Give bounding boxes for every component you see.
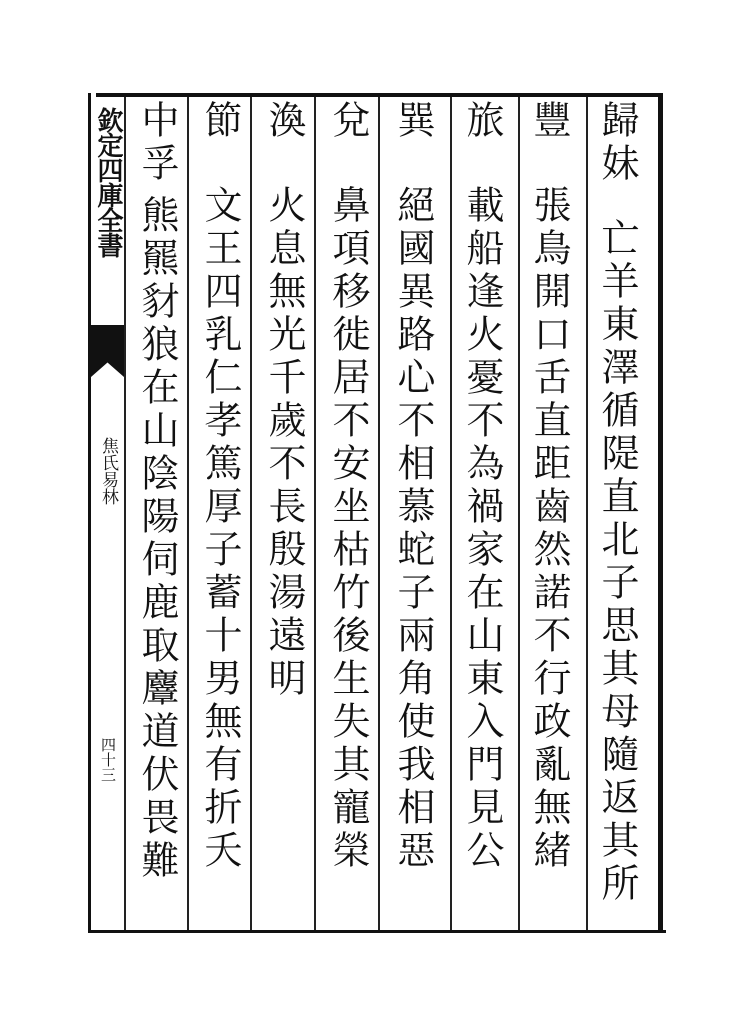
hexagram-name: 豐 — [527, 100, 571, 143]
column-divider — [314, 97, 316, 930]
verse-text: 亡羊東澤循隄直北子思其母隨返其所 — [595, 218, 639, 906]
book-series-title: 欽定四庫全書 — [93, 107, 123, 257]
hexagram-name: 旅 — [460, 100, 504, 143]
column-divider — [586, 97, 588, 930]
hexagram-name: 節 — [198, 100, 242, 143]
column-divider — [250, 97, 252, 930]
verse-text: 絕國異路心不相慕蛇子兩角使我相惡 — [391, 185, 435, 873]
verse-text: 鼻項移徙居不安坐枯竹後生失其寵榮 — [326, 185, 370, 873]
column-divider — [450, 97, 452, 930]
center-column — [91, 97, 124, 930]
frame-right-border — [658, 93, 663, 933]
hexagram-name: 兌 — [326, 100, 370, 143]
column-divider — [187, 97, 189, 930]
verse-text: 載船逢火憂不為禍家在山東入門見公 — [460, 185, 504, 873]
column-divider — [124, 97, 126, 930]
frame-bottom-border — [88, 930, 666, 933]
verse-text: 張鳥開口舌直距齒然諾不行政亂無緒 — [527, 185, 571, 873]
verse-text: 火息無光千歲不長殷湯遠明 — [262, 185, 306, 701]
page-number: 四十三 — [99, 737, 117, 782]
column-divider — [518, 97, 520, 930]
hexagram-name: 中孚 — [135, 100, 179, 186]
column-divider — [378, 97, 380, 930]
verse-text: 熊羆豺狼在山陰陽伺鹿取麞道伏畏難 — [135, 195, 179, 883]
hexagram-name: 巽 — [391, 100, 435, 143]
book-title: 焦氏易林 — [98, 437, 118, 505]
verse-text: 文王四乳仁孝篤厚子蓄十男無有折夭 — [198, 185, 242, 873]
hexagram-name: 歸妹 — [595, 100, 639, 186]
hexagram-name: 渙 — [262, 100, 306, 143]
fishtail-mark-icon — [91, 325, 124, 377]
